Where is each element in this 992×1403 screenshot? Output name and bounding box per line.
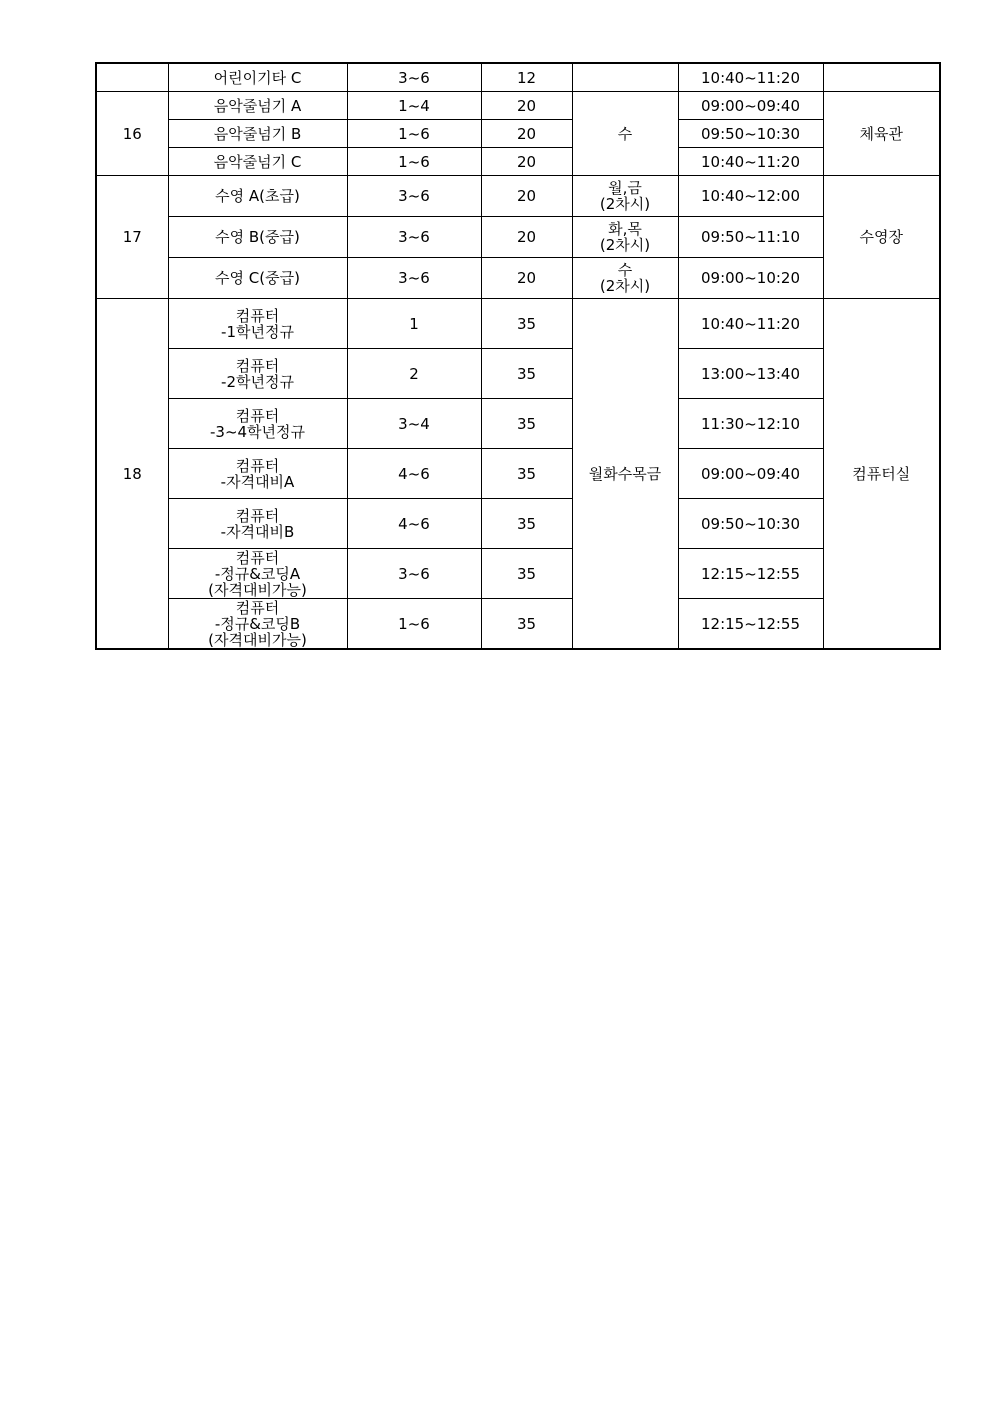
- capacity-cell: 20: [481, 92, 572, 120]
- day-line: 화,목: [608, 220, 642, 238]
- table-row: [96, 176, 940, 217]
- number-cell: 16: [96, 92, 168, 176]
- class-name-line: 컴퓨터: [235, 506, 280, 525]
- grade-cell: 3~6: [347, 63, 481, 92]
- capacity-cell: 20: [481, 258, 572, 299]
- table-row: [96, 217, 940, 258]
- grade-cell: 3~6: [347, 258, 481, 299]
- day-line: 수: [617, 261, 633, 279]
- day-line: 월,금: [608, 179, 642, 197]
- class-schedule-table: [95, 62, 941, 650]
- table-row: [96, 120, 940, 148]
- class-name-cell: 수영 C(중급): [168, 258, 347, 299]
- class-name-line: 컴퓨터: [235, 406, 280, 425]
- grade-cell: 1~4: [347, 92, 481, 120]
- class-name-line: 컴퓨터: [235, 456, 280, 475]
- time-cell: 09:50~11:10: [678, 217, 823, 258]
- day-cell: [572, 176, 678, 217]
- class-name-cell: 음악줄넘기 A: [168, 92, 347, 120]
- session-note: (2차시): [599, 195, 651, 213]
- grade-cell: 3~6: [347, 549, 481, 599]
- capacity-cell: 20: [481, 120, 572, 148]
- class-name-cell: [168, 299, 347, 349]
- class-name-cell: 수영 A(초급): [168, 176, 347, 217]
- capacity-cell: 35: [481, 399, 572, 449]
- class-name-line: 컴퓨터: [235, 598, 280, 617]
- class-name-cell: [168, 399, 347, 449]
- grade-cell: 3~6: [347, 217, 481, 258]
- capacity-cell: 35: [481, 549, 572, 599]
- capacity-cell: 20: [481, 176, 572, 217]
- number-cell: [96, 63, 168, 92]
- class-name-cell: [168, 449, 347, 499]
- session-note: (2차시): [599, 236, 651, 254]
- time-cell: 12:15~12:55: [678, 599, 823, 650]
- time-cell: 10:40~11:20: [678, 148, 823, 176]
- class-name-line: (자격대비가능): [208, 630, 307, 649]
- class-name-line: (자격대비가능): [208, 580, 307, 599]
- number-cell: 18: [96, 299, 168, 650]
- class-name-line: -자격대비A: [220, 472, 295, 491]
- table-row: [96, 599, 940, 650]
- grade-cell: 1~6: [347, 599, 481, 650]
- number-cell: 17: [96, 176, 168, 299]
- time-cell: 10:40~12:00: [678, 176, 823, 217]
- table-row: [96, 349, 940, 399]
- place-cell: [823, 63, 940, 92]
- time-cell: 10:40~11:20: [678, 63, 823, 92]
- class-name-cell: 음악줄넘기 B: [168, 120, 347, 148]
- place-cell: 컴퓨터실: [823, 299, 940, 650]
- table-row: [96, 148, 940, 176]
- table-row: [96, 258, 940, 299]
- time-cell: 11:30~12:10: [678, 399, 823, 449]
- class-name-cell: 음악줄넘기 C: [168, 148, 347, 176]
- capacity-cell: 35: [481, 449, 572, 499]
- grade-cell: 2: [347, 349, 481, 399]
- capacity-cell: 12: [481, 63, 572, 92]
- capacity-cell: 20: [481, 148, 572, 176]
- time-cell: 13:00~13:40: [678, 349, 823, 399]
- day-cell: [572, 258, 678, 299]
- grade-cell: 3~6: [347, 176, 481, 217]
- class-name-line: -2학년정규: [221, 372, 294, 391]
- capacity-cell: 35: [481, 299, 572, 349]
- grade-cell: 1~6: [347, 148, 481, 176]
- time-cell: 09:00~09:40: [678, 449, 823, 499]
- class-name-cell: [168, 549, 347, 599]
- table-row: [96, 499, 940, 549]
- class-name-line: -정규&코딩A: [214, 564, 301, 583]
- time-cell: 09:50~10:30: [678, 120, 823, 148]
- time-cell: 09:00~09:40: [678, 92, 823, 120]
- session-note: (2차시): [599, 277, 651, 295]
- table-row: [96, 399, 940, 449]
- grade-cell: 3~4: [347, 399, 481, 449]
- grade-cell: 4~6: [347, 499, 481, 549]
- day-cell: 월화수목금: [572, 299, 678, 650]
- capacity-cell: 20: [481, 217, 572, 258]
- time-cell: 09:50~10:30: [678, 499, 823, 549]
- table-row: [96, 63, 940, 92]
- place-cell: 수영장: [823, 176, 940, 299]
- day-cell: [572, 217, 678, 258]
- place-cell: 체육관: [823, 92, 940, 176]
- table-row: [96, 549, 940, 599]
- capacity-cell: 35: [481, 599, 572, 650]
- class-name-cell: [168, 599, 347, 650]
- day-cell: 수: [572, 92, 678, 176]
- capacity-cell: 35: [481, 349, 572, 399]
- class-name-cell: 수영 B(중급): [168, 217, 347, 258]
- class-name-line: 컴퓨터: [235, 548, 280, 567]
- class-name-line: -3~4학년정규: [209, 422, 306, 441]
- class-name-line: 컴퓨터: [235, 306, 280, 325]
- table-row: [96, 92, 940, 120]
- class-name-line: -1학년정규: [221, 322, 294, 341]
- class-name-line: -정규&코딩B: [214, 614, 301, 633]
- time-cell: 10:40~11:20: [678, 299, 823, 349]
- grade-cell: 1~6: [347, 120, 481, 148]
- grade-cell: 1: [347, 299, 481, 349]
- day-cell: [572, 63, 678, 92]
- time-cell: 09:00~10:20: [678, 258, 823, 299]
- class-name-cell: [168, 349, 347, 399]
- class-name-line: 컴퓨터: [235, 356, 280, 375]
- table-row: [96, 299, 940, 349]
- class-name-cell: [168, 499, 347, 549]
- grade-cell: 4~6: [347, 449, 481, 499]
- time-cell: 12:15~12:55: [678, 549, 823, 599]
- class-name-line: -자격대비B: [220, 522, 295, 541]
- table-row: [96, 449, 940, 499]
- class-name-cell: 어린이기타 C: [168, 63, 347, 92]
- capacity-cell: 35: [481, 499, 572, 549]
